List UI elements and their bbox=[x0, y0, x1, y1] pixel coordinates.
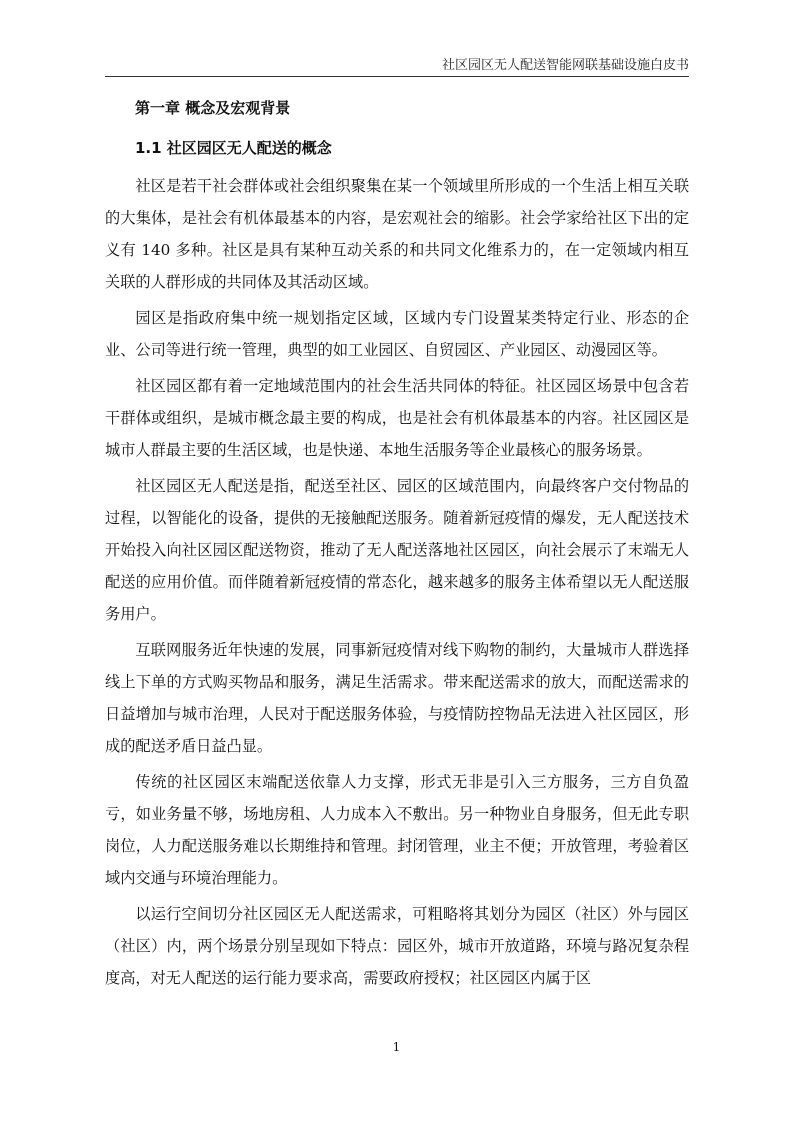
page-body bbox=[105, 96, 689, 998]
page-number: 1 bbox=[392, 1040, 401, 1054]
paragraph-unmanned-delivery-definition: 社区园区无人配送是指，配送至社区、园区的区域范围内，向最终客户交付物品的过程，以智能化的设备，提供的无接触配送服务。随着新冠疫情的爆发，无人配送技术开始投入向社区园区配送物资，推动了无人配送落地社区园区，向社会展示了末端无人配送的应用价值。而伴随着新冠疫情的常态化，越来越多的服务主体希望以无人配送服务用户。 bbox=[105, 477, 689, 623]
paragraph-space-division: 以运行空间切分社区园区无人配送需求，可粗略将其划分为园区（社区）外与园区（社区）内，两个场景分别呈现如下特点：园区外，城市开放道路，环境与路况复杂程度高，对无人配送的运行能力要求高，需要政府授权；社区园区内属于区 bbox=[105, 905, 689, 987]
header-divider bbox=[105, 76, 689, 77]
running-header: 社区园区无人配送智能网联基础设施白皮书 bbox=[441, 58, 689, 73]
section-title: 1.1 社区园区无人配送的概念 bbox=[135, 139, 332, 157]
chapter-title: 第一章 概念及宏观背景 bbox=[135, 99, 291, 117]
paragraph-internet-service-demand: 互联网服务近年快速的发展，同事新冠疫情对线下购物的制约，大量城市人群选择线上下单的方式购买物品和服务，满足生活需求。带来配送需求的放大，而配送需求的日益增加与城市治理，人民对于配送服务体验，与疫情防控物品无法进入社区园区，形成的配送矛盾日益凸显。 bbox=[105, 641, 689, 755]
paragraph-community-park-features: 社区园区都有着一定地域范围内的社会生活共同体的特征。社区园区场景中包含若干群体或组织，是城市概念最主要的构成，也是社会有机体最基本的内容。社区园区是城市人群最主要的生活区域，也是快递、本地生活服务等企业最核心的服务场景。 bbox=[105, 377, 689, 459]
paragraph-community-definition: 社区是若干社会群体或社会组织聚集在某一个领域里所形成的一个生活上相互关联的大集体，是社会有机体最基本的内容，是宏观社会的缩影。社会学家给社区下出的定义有 140 多种。社区是具有某种互动关系的和共同文化维系力的，在一定领域内相互关联的人群形成的共同体及其活动区域。 bbox=[105, 177, 689, 291]
paragraph-park-definition: 园区是指政府集中统一规划指定区域，区域内专门设置某类特定行业、形态的企业、公司等进行统一管理，典型的如工业园区、自贸园区、产业园区、动漫园区等。 bbox=[105, 309, 689, 359]
paragraph-traditional-delivery: 传统的社区园区末端配送依靠人力支撑，形式无非是引入三方服务，三方自负盈亏，如业务量不够，场地房租、人力成本入不敷出。另一种物业自身服务，但无此专职岗位，人力配送服务难以长期维持和管理。封闭管理，业主不便；开放管理，考验着区域内交通与环境治理能力。 bbox=[105, 773, 689, 887]
